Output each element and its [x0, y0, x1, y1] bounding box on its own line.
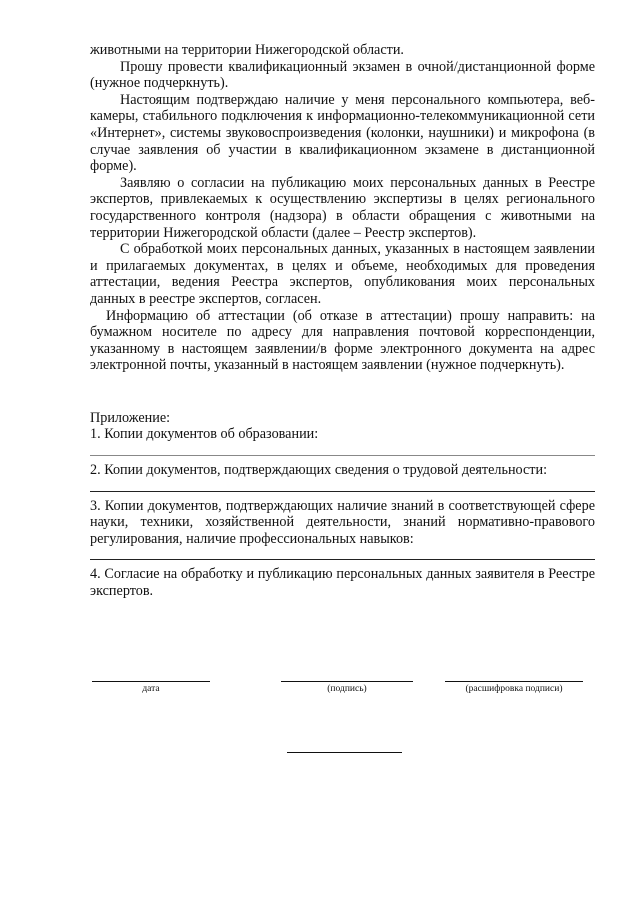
document-body [90, 42, 595, 600]
closing-rule [287, 752, 402, 753]
date-caption: дата [142, 684, 160, 694]
appendix-item-1: 1. Копии документов об образовании: [90, 426, 319, 443]
signature-line [281, 681, 413, 682]
signature-caption: (подпись) [327, 684, 367, 694]
paragraph-equipment-confirmation: Настоящим подтверждаю наличие у меня персонального компьютера, веб-камеры, стабильного подключения к информационно-телекоммуникационной сети «Интернет», системы звуковоспроизведения (колонки, наушники) и микрофона (в случае заявления об участии в квалификационном экзамене в дистанционной форме). [90, 91, 595, 175]
decoding-line [445, 681, 583, 682]
appendix-item-4: 4. Согласие на обработку и публикацию персональных данных заявителя в Реестре экспертов. [90, 566, 595, 600]
appendix-fill-line-3 [90, 559, 595, 560]
appendix-heading: Приложение: [90, 409, 171, 426]
paragraph-notification-method: Информацию об аттестации (об отказе в аттестации) прошу направить: на бумажном носителе по адресу для направления почтовой корреспонденции, указанному в настоящем заявлении/в форме электронного документа на адрес электронной почты, указанный в настоящем заявлении (нужное подчеркнуть). [90, 307, 595, 374]
decoding-caption: (расшифровка подписи) [465, 684, 563, 694]
appendix-item-3: 3. Копии документов, подтверждающих наличие знаний в соответствующей сфере науки, техники, хозяйственной деятельности, знаний нормативно-правового регулирования, наличие профессиональных навыков: [90, 497, 595, 547]
appendix-item-2: 2. Копии документов, подтверждающих сведения о трудовой деятельности: [90, 462, 548, 479]
signature-block [0, 681, 640, 705]
paragraph-data-processing-consent: С обработкой моих персональных данных, указанных в настоящем заявлении и прилагаемых документах, в целях и объеме, необходимых для проведения аттестации, ведения Реестра экспертов, опубликования моих персональных данных в реестре экспертов, согласен. [90, 241, 595, 307]
appendix-fill-line-2 [90, 491, 595, 492]
spacer [90, 374, 595, 410]
paragraph-exam-form: Прошу провести квалификационный экзамен в очной/дистанционной форме (нужное подчеркнуть). [90, 58, 595, 92]
date-line [92, 681, 210, 682]
appendix-fill-line-1 [90, 455, 595, 456]
paragraph-publication-consent: Заявляю о согласии на публикацию моих персональных данных в Реестре экспертов, привлекаемых к осуществлению экспертизы в целях регионального государственного контроля (надзора) в области обращения с животными на территории Нижегородской области (далее – Реестр экспертов). [90, 174, 595, 241]
paragraph-continuation: животными на территории Нижегородской области. [90, 42, 404, 58]
